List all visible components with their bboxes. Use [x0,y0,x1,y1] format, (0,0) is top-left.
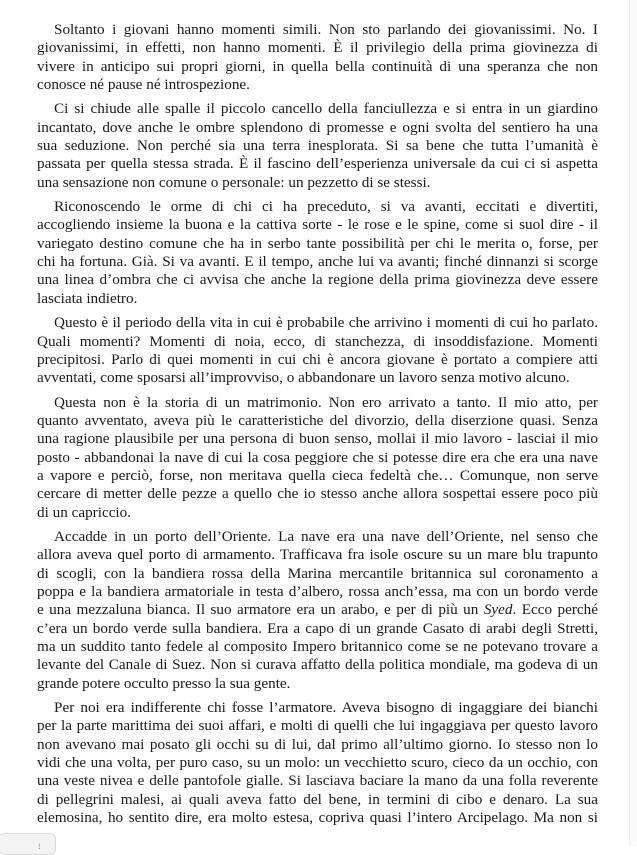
text-run: . Ecco perché [512,601,598,619]
text-line: giovanissimi, in effetti, non hanno momenti. È il privilegio della prima giovinezza di [37,39,598,57]
text-line: poppa e la bandiera armatoriale in testa d’albero, rossa anch’essa, ma con un bordo verde [37,582,598,600]
paragraph [37,100,598,192]
text-line: una veste nivea e delle pantofole gialle. Si lasciava baciare la mano da una folla reverente [37,772,598,790]
text-line: a vapore e perciò, forse, non meritava quella cieca fedeltà che… Comunque, non serve [37,466,598,484]
text-line: variegato destino comune che ha in serbo tante possibilità per chi le merita o, forse, per [37,234,598,252]
text-line: incantato, dove anche le ombre splendono di promesse e ogni svolta del sentiero ha una [37,118,598,136]
paragraph [37,21,598,94]
text-line: di scogli, con la bandiera rossa della Marina mercantile britannica sul coronamento a [37,564,598,582]
paragraph [37,699,598,827]
text-line: cercare di metter delle pezze a quello che io stesso anche allora sospettai essere poco più [37,485,598,503]
text-line: passata per quella stessa strada. È il fascino dell’esperienza universale da cui ci si aspetta [37,155,598,173]
text-line: una sensazione non comune o personale: un pezzetto di se stessi. [37,173,431,191]
text-line [37,601,598,619]
text-line: ma un suddito tanto fedele al composito Impero britannico come se ne potevano trovare a [37,638,598,655]
text-line: elemosina, ho sentito dire, era molto estesa, copriva quasi l’intero Arcipelago. Ma non si [37,809,598,827]
vertical-scrollbar[interactable] [629,0,637,846]
bottom-panel-toggle[interactable] [0,833,56,855]
text-line: di un capriccio. [37,503,132,521]
text-line: levante del Canale di Suez. Non si curava affatto della politica mondiale, ma godeva di un [37,656,598,674]
text-line: conosce né pause né introspezione. [37,76,250,94]
text-line: avventati, come sposarsi all’improvviso, o abbandonare un lavoro senza motivo alcuno. [37,369,570,387]
text-line: sua seduzione. Non perché sia una terra inesplorata. Si sa bene che tutta l’umanità è [37,137,598,155]
text-line: precipitosi. Parlo di quei momenti in cui chi è ancora giovane è portato a compiere atti [37,350,598,368]
text-line: vidi che una volta, per puro caso, su un molo: un vecchietto scuro, cieco da un occhio, con [37,754,598,772]
text-line: lasciata indietro. [37,289,138,307]
text-line: per la parte marittima dei suoi affari, e molti di quelli che lui ingaggiava per questo lavoro [37,717,598,735]
text-line: una linea d’ombra che ci avvisa che anche la regione della prima giovinezza deve essere [37,271,598,289]
text-line: quanto avventato, aveva più le caratteristiche del divorzio, della diserzione quasi. Senza [37,411,598,429]
text-line: posto - abbandonai la nave di cui la cosa peggiore che si potesse dire era che era una nave [37,448,598,466]
text-line: Questa non è la storia di un matrimonio. Non ero arrivato a tanto. Il mio atto, per [54,393,598,411]
text-line: una ragione plausibile per una persona di buon senso, mollai il mio lavoro - lasciai il mio [37,430,598,448]
text-run: e una mezzaluna bianca. Il suo armatore era un arabo, e per di più un [37,601,484,619]
italic-text-run: Syed [483,601,513,619]
text-line: vivere in anticipo sui propri giorni, in quella bella continuità di una speranza che non [37,57,598,75]
text-line: allora aveva quel porto di armamento. Trafficava fra isole oscure su un mare blu trapunto [37,546,598,564]
text-line: c’era un bordo verde sulla bandiera. Era a capo di un grande Casato di arabi degli Stretti, [37,619,598,637]
drag-handle-icon: ⁞ [38,842,41,851]
text-line: Ci si chiude alle spalle il piccolo cancello della fanciullezza e si entra in un giardino [54,100,598,118]
text-line: Quali momenti? Momenti di noia, ecco, di stanchezza, di insoddisfazione. Momenti [37,332,598,350]
text-line: Riconoscendo le orme di chi ci ha preceduto, si va avanti, eccitati e divertiti, [54,198,598,216]
text-line: grande potere occulto presso la sua gente. [37,674,291,692]
paragraph [37,528,598,693]
text-line: chi ha fortuna. Già. Si va avanti. E il tempo, anche lui va avanti; finché dinnanzi si scorge [37,253,598,271]
text-line: Questo è il periodo della vita in cui è probabile che arrivino i momenti di cui ho parlato. [54,314,598,332]
paragraph [37,198,598,308]
document-body [37,21,598,833]
text-line: Per noi era indifferente chi fosse l’armatore. Aveva bisogno di ingaggiare dei bianchi [54,699,598,717]
text-line: Soltanto i giovani hanno momenti simili. Non sto parlando dei giovanissimi. No. I [54,21,598,38]
text-line: Accadde in un porto dell’Oriente. La nave era una nave dell’Oriente, nel senso che [54,527,598,545]
text-line: accogliendo insieme la buona e la cattiva sorte - le rose e le spine, come si suol dire - il [37,216,598,234]
paragraph [37,314,598,387]
text-line: non avevano mai posato gli occhi su di lui, dal primo all’ultimo giorno. Io stesso non lo [37,735,598,753]
paragraph [37,394,598,522]
text-line: di pellegrini malesi, ai quali aveva fatto del bene, in termini di cibo e denaro. La sua [37,790,598,808]
